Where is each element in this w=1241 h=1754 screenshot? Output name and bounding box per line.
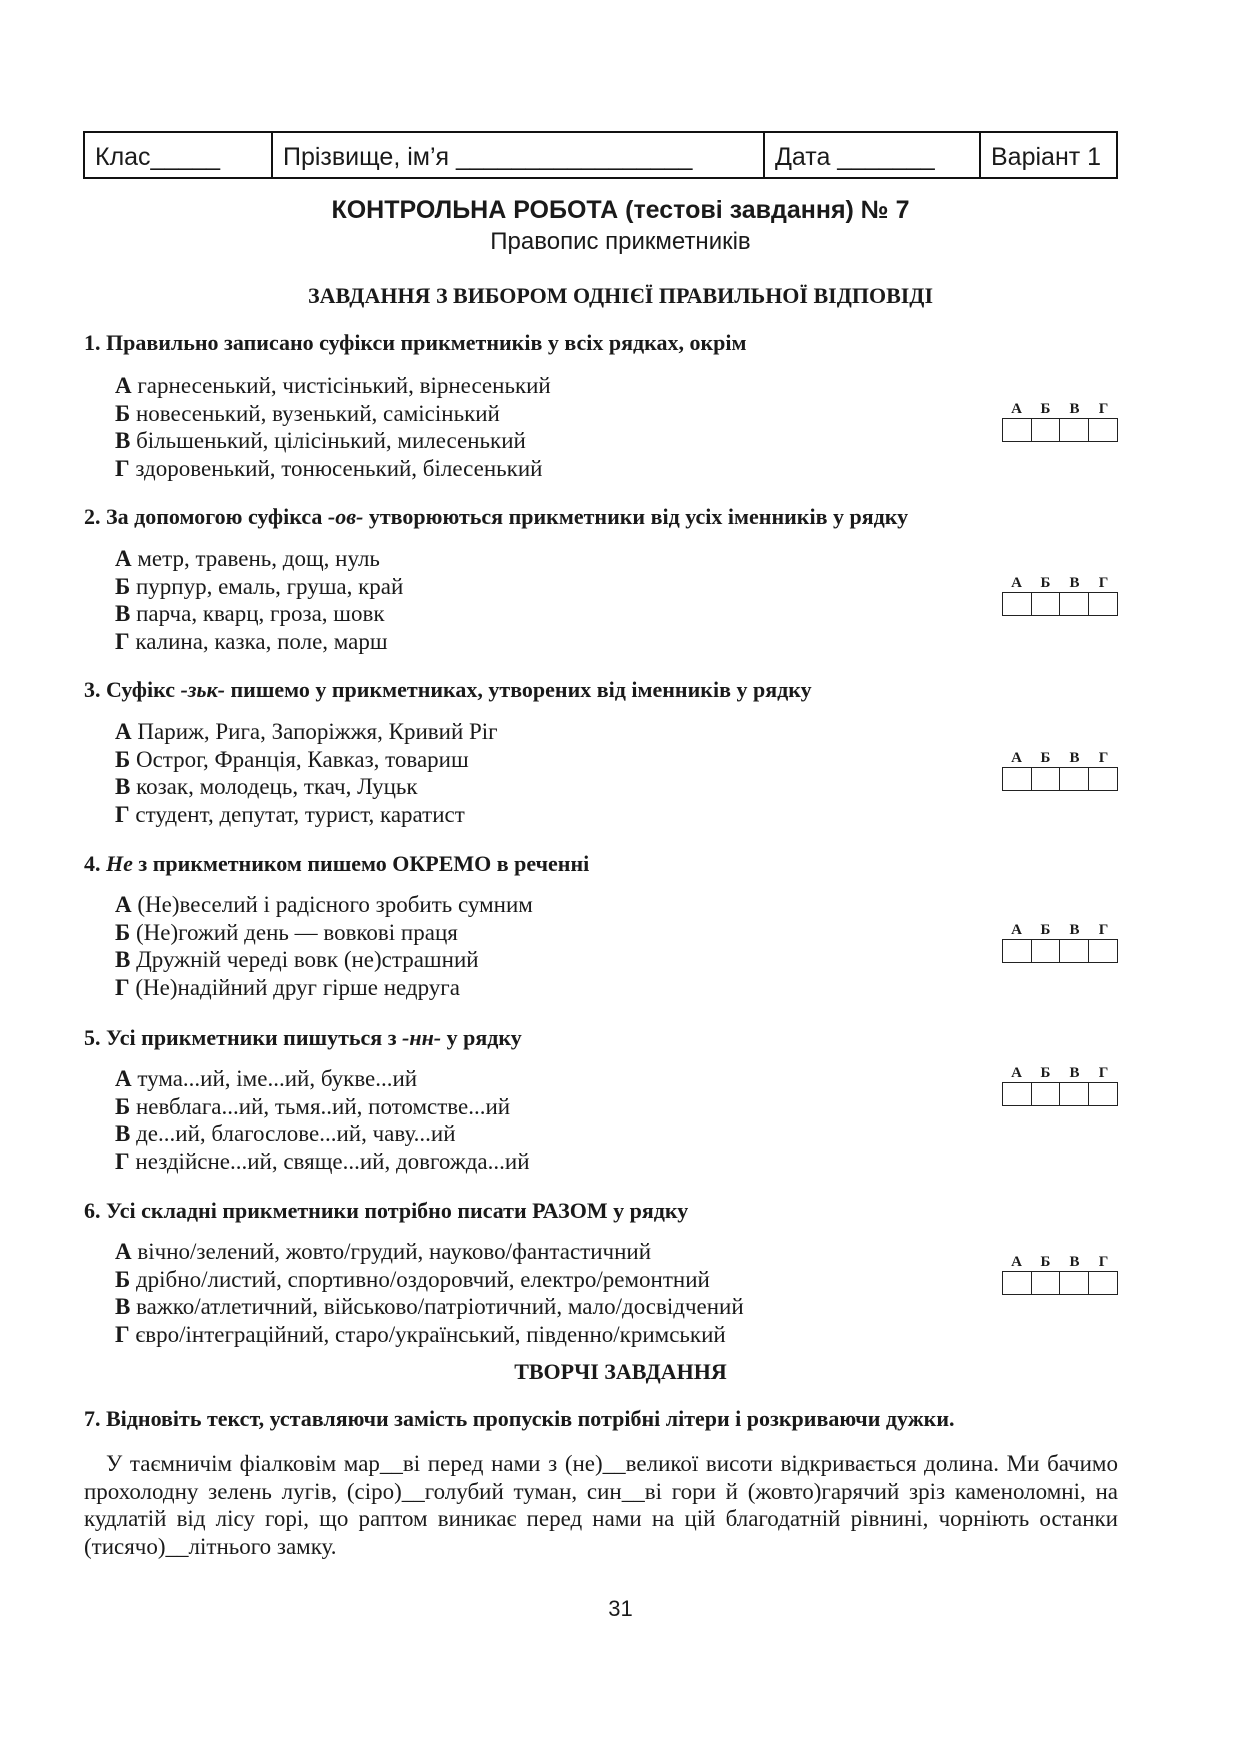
answer-box-d[interactable]	[1089, 940, 1117, 962]
answer-box-a[interactable]	[1003, 768, 1032, 790]
exercise-paragraph: У таємничім фіалковім мар__ві перед нами з (не)__великої висоти відкривається долина. Ми бачимо прохолодну зелень лугів, (сіро)__голубий туман, син__ві гори й (жовто)гарячий зріз каменоломні, на кудлатій від лісу горі, що раптом виникає перед нами на цій благодатній рівнині, чорніють останки (тисячо)__літнього замку.	[84, 1451, 1118, 1559]
option-d: Г євро/інтеграційний, старо/український, південно/кримський	[115, 1321, 726, 1347]
option-a: А Париж, Рига, Запоріжжя, Кривий Ріг	[115, 719, 498, 744]
student-info-table	[83, 131, 1118, 179]
answer-box-a[interactable]	[1003, 419, 1032, 441]
section-heading-creative: ТВОРЧІ ЗАВДАННЯ	[514, 1359, 727, 1384]
answer-box-a[interactable]	[1003, 1083, 1032, 1105]
answer-box-d[interactable]	[1089, 768, 1117, 790]
answer-box-b[interactable]	[1032, 1083, 1061, 1105]
answer-box-c[interactable]	[1060, 1272, 1089, 1294]
answer-grid-2: А Б В Г	[1002, 575, 1118, 616]
answer-grid-6: А Б В Г	[1002, 1254, 1118, 1295]
name-field[interactable]: Прізвище, ім’я _________________	[273, 133, 765, 177]
question-3: 3. Суфікс -зьк- пишемо у прикметниках, утворених від іменників у рядку	[84, 677, 812, 702]
option-a: А гарнесенький, чистісінький, вірнесенький	[115, 373, 551, 398]
option-b: Б невблага...ий, тьмя..ий, потомстве...ий	[115, 1093, 511, 1119]
answer-box-a[interactable]	[1003, 593, 1032, 615]
question-2: 2. За допомогою суфікса -ов- утворюються прикметники від усіх іменників у рядку	[84, 504, 909, 529]
answer-box-c[interactable]	[1060, 768, 1089, 790]
option-b: Б (Не)гожий день — вовкові праця	[115, 919, 458, 945]
answer-box-c[interactable]	[1060, 419, 1089, 441]
question-7: 7. Відновіть текст, уставляючи замість пропусків потрібні літери і розкриваючи дужки.	[84, 1406, 955, 1431]
answer-box-b[interactable]	[1032, 1272, 1061, 1294]
variant-label: Варіант 1	[991, 143, 1102, 171]
option-a: А (Не)веселий і радісного зробить сумним	[115, 892, 533, 917]
option-d: Г здоровенький, тонюсенький, білесенький	[115, 455, 543, 481]
question-3-options	[115, 718, 498, 828]
answer-box-c[interactable]	[1060, 593, 1089, 615]
answer-grid-4: А Б В Г	[1002, 922, 1118, 963]
question-4-options	[115, 891, 533, 1001]
class-field[interactable]: Клас_____	[85, 133, 273, 177]
question-1	[84, 330, 746, 356]
answer-grid-5: А Б В Г	[1002, 1065, 1118, 1106]
option-c: В важко/атлетичний, військово/патріотичний, мало/досвідчений	[115, 1294, 744, 1319]
option-d: Г студент, депутат, турист, каратист	[115, 801, 465, 827]
page-number: 31	[608, 1596, 633, 1621]
option-b: Б новесенький, вузенький, самісінький	[115, 400, 500, 426]
option-d: Г (Не)надійний друг гірше недруга	[115, 974, 460, 1000]
option-c: В де...ий, благослове...ий, чаву...ий	[115, 1121, 456, 1146]
option-b: Б пурпур, емаль, груша, край	[115, 573, 404, 599]
question-1-options	[115, 372, 551, 482]
answer-box-d[interactable]	[1089, 419, 1117, 441]
option-a: А вічно/зелений, жовто/грудий, науково/фантастичний	[115, 1239, 652, 1264]
answer-box-c[interactable]	[1060, 1083, 1089, 1105]
question-text: 1. Правильно записано суфікси прикметників у всіх рядках, окрім	[84, 330, 747, 355]
question-5-options	[115, 1065, 530, 1175]
answer-box-b[interactable]	[1032, 768, 1061, 790]
question-6-options	[115, 1238, 744, 1348]
answer-grid-1: А Б В Г	[1002, 401, 1118, 442]
option-c: В козак, молодець, ткач, Луцьк	[115, 774, 418, 799]
answer-box-b[interactable]	[1032, 593, 1061, 615]
page-title: КОНТРОЛЬНА РОБОТА (тестові завдання) № 7	[331, 196, 910, 224]
option-d: Г калина, казка, поле, марш	[115, 628, 388, 654]
answer-grid-3: А Б В Г	[1002, 750, 1118, 791]
answer-box-b[interactable]	[1032, 940, 1061, 962]
date-field[interactable]: Дата _______	[765, 133, 981, 177]
section-heading-multiple-choice: ЗАВДАННЯ З ВИБОРОМ ОДНІЄЇ ПРАВИЛЬНОЇ ВІДПОВІДІ	[307, 283, 934, 308]
question-6: 6. Усі складні прикметники потрібно писати РАЗОМ у рядку	[84, 1198, 689, 1223]
page-subtitle: Правопис прикметників	[490, 228, 751, 255]
answer-box-d[interactable]	[1089, 1083, 1117, 1105]
option-b: Б Острог, Франція, Кавказ, товариш	[115, 746, 469, 772]
question-2-options	[115, 545, 403, 655]
answer-box-a[interactable]	[1003, 940, 1032, 962]
answer-box-a[interactable]	[1003, 1272, 1032, 1294]
option-c: В Дружній череді вовк (не)страшний	[115, 947, 479, 972]
answer-box-c[interactable]	[1060, 940, 1089, 962]
question-5: 5. Усі прикметники пишуться з -нн- у рядку	[84, 1025, 522, 1050]
answer-box-d[interactable]	[1089, 593, 1117, 615]
answer-box-d[interactable]	[1089, 1272, 1117, 1294]
option-c: В парча, кварц, гроза, шовк	[115, 601, 385, 626]
question-4: 4. Не з прикметником пишемо ОКРЕМО в реченні	[84, 851, 590, 876]
option-a: А тума...ий, іме...ий, букве...ий	[115, 1066, 418, 1091]
option-c: В більшенький, цілісінький, милесенький	[115, 428, 526, 453]
option-a: А метр, травень, дощ, нуль	[115, 546, 380, 571]
option-d: Г нездійсне...ий, свяще...ий, довгожда...ий	[115, 1148, 530, 1174]
option-b: Б дрібно/листий, спортивно/оздоровчий, електро/ремонтний	[115, 1266, 710, 1292]
answer-box-b[interactable]	[1032, 419, 1061, 441]
